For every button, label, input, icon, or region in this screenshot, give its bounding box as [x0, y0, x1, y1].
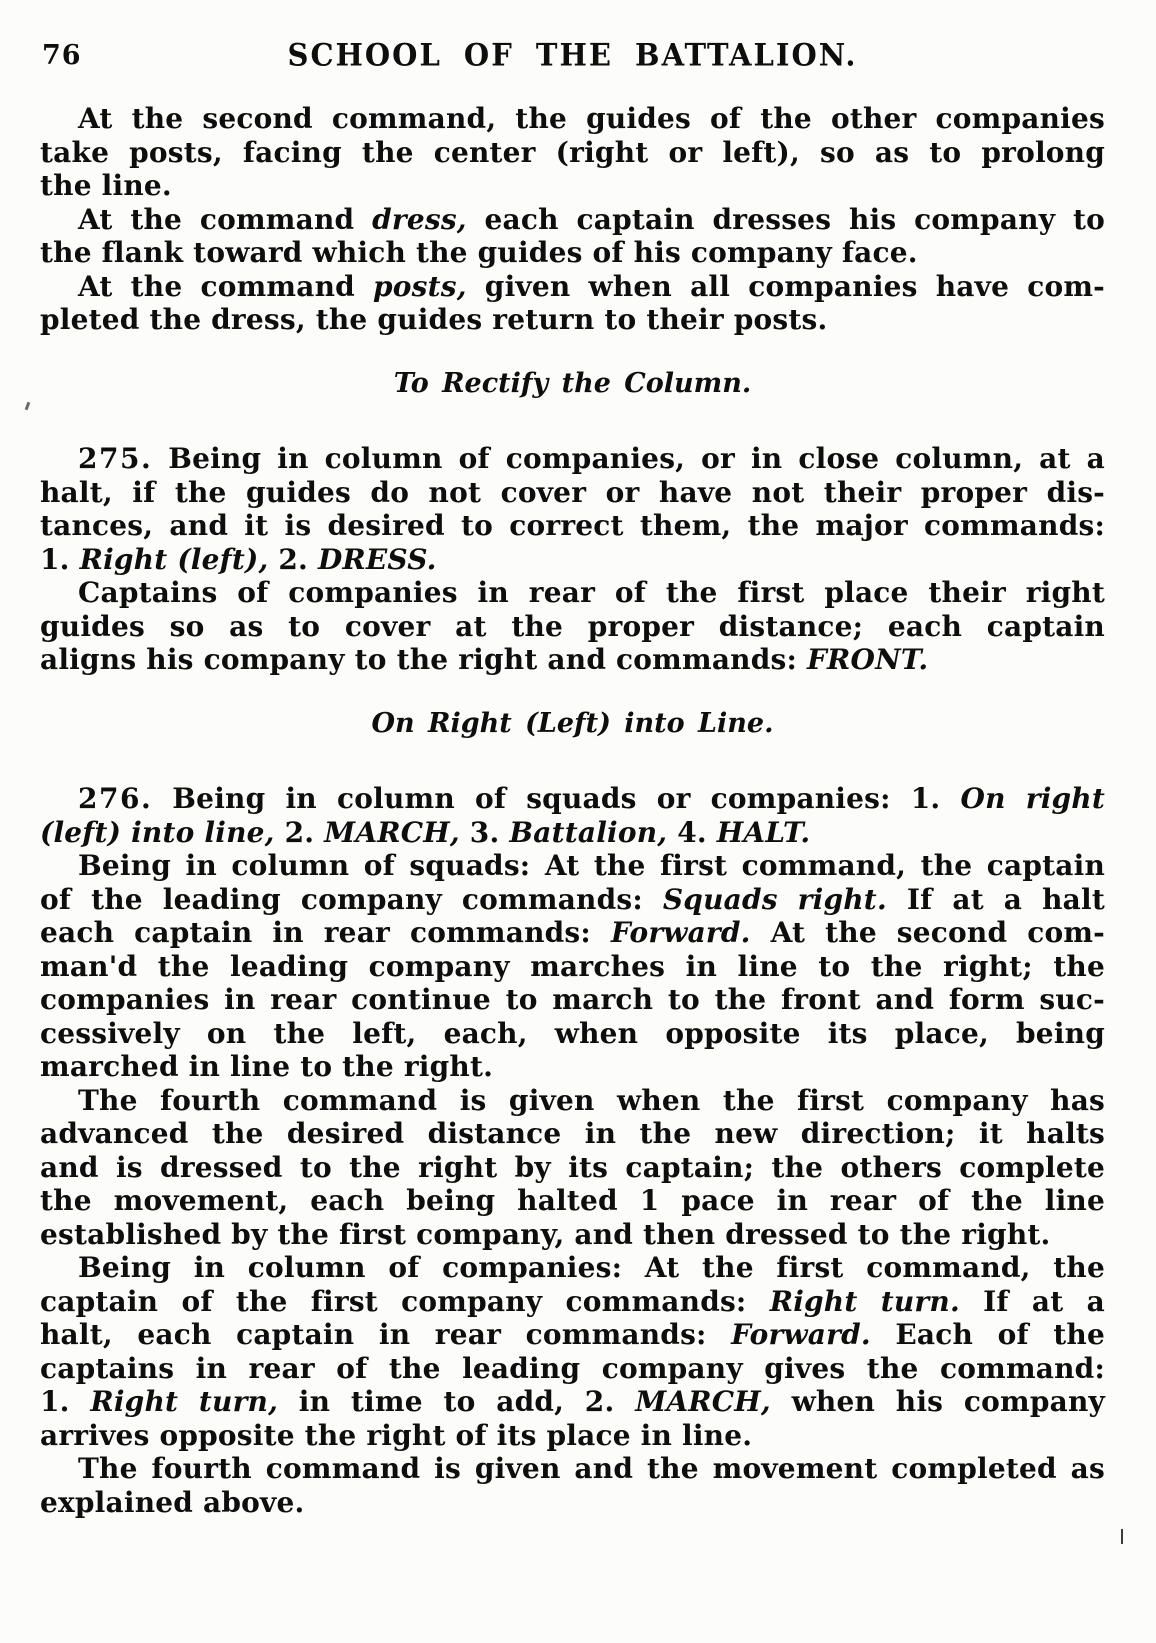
paragraph [40, 1452, 1105, 1519]
text-line [40, 916, 1105, 950]
command-text: Battalion, [509, 815, 668, 849]
text-line [40, 203, 1105, 237]
text-line [40, 236, 1105, 270]
text-line [40, 643, 1105, 677]
command-text: Right (left), [79, 542, 269, 576]
body-text: the flank toward which the guides of his company face. [40, 236, 918, 269]
body-text: Being in column of squads or companies: 1. [152, 782, 961, 815]
paragraph [40, 1084, 1105, 1252]
paragraph [40, 1251, 1105, 1452]
text-line [40, 782, 1105, 816]
text-line [40, 1084, 1105, 1118]
body-text: of the leading company commands: [40, 882, 663, 916]
text-line [40, 442, 1105, 476]
text-line [40, 1017, 1105, 1051]
paragraph [40, 782, 1105, 849]
text-line [40, 1452, 1105, 1486]
command-text: Right turn, [90, 1385, 279, 1418]
text-line [40, 849, 1105, 883]
body-text: At the command [78, 202, 373, 236]
paragraph [40, 576, 1105, 677]
command-text: FRONT. [806, 643, 929, 676]
text-line [40, 1184, 1105, 1218]
body-text: halt, if the guides do not cover or have not their proper dis- [40, 475, 1105, 509]
text-line [40, 169, 1105, 203]
text-line [40, 476, 1105, 510]
body-text: when his company [770, 1385, 1105, 1418]
command-text: DRESS. [317, 542, 437, 576]
command-text: dress, [372, 202, 467, 236]
text-line [40, 883, 1105, 917]
body-text: in time to add, 2. [278, 1385, 636, 1418]
body-text: tances, and it is desired to correct them, the major commands: [40, 509, 1105, 542]
section-heading: To Rectify the Column. [393, 367, 752, 399]
paragraph [40, 102, 1105, 203]
body-text: cessively on the left, each, when opposite its place, being [40, 1016, 1105, 1050]
paragraph [40, 203, 1105, 270]
text-line [40, 1419, 1105, 1453]
body-text: arrives opposite the right of its place in line. [40, 1418, 753, 1452]
command-text: MARCH, [635, 1385, 771, 1418]
body-text: aligns his company to the right and commands: [40, 643, 807, 676]
body-text: 1. [40, 1385, 91, 1418]
command-text: HALT. [716, 815, 811, 849]
page-number: 76 [42, 40, 82, 71]
body-text: At the second com- [750, 916, 1105, 949]
text-line [40, 1151, 1105, 1185]
command-text: MARCH, [324, 815, 460, 849]
body-text: Being in column of squads: At the first command, the captain [78, 849, 1105, 882]
command-text: Forward. [610, 916, 751, 949]
body-text: The fourth command is given and the movement completed as [78, 1452, 1105, 1485]
body-text: pleted the dress, the guides return to their posts. [40, 303, 828, 336]
body-text: captains in rear of the leading company gives the command: [40, 1351, 1105, 1385]
body-text: man'd the leading company marches in line to the right; the [40, 949, 1105, 983]
body-text: established by the first company, and then dressed to the right. [40, 1217, 1051, 1251]
page-body [40, 102, 1105, 1519]
body-text: 2. [274, 815, 325, 849]
body-text: each captain in rear commands: [40, 916, 611, 949]
text-line [40, 1486, 1105, 1520]
text-line [40, 983, 1105, 1017]
paragraph-number: 276. [78, 782, 153, 815]
body-text: and is dressed to the right by its captain; the others complete [40, 1150, 1105, 1184]
text-line [40, 303, 1105, 337]
scan-artifact-dot [25, 402, 31, 411]
text-line [40, 576, 1105, 610]
text-line [40, 270, 1105, 304]
body-text: 3. [459, 815, 510, 849]
body-text: 1. [40, 542, 80, 576]
body-text: each captain dresses his company to [466, 202, 1105, 236]
body-text: At the second command, the guides of the other companies [78, 102, 1105, 135]
scan-artifact-tick [1121, 1529, 1123, 1544]
body-text: explained above. [40, 1485, 305, 1519]
command-text: Squads right. [662, 882, 887, 916]
body-text: 4. [667, 815, 717, 849]
command-text: posts, [373, 269, 467, 303]
command-text: Forward. [731, 1318, 871, 1351]
paragraph [40, 442, 1105, 576]
body-text: the line. [40, 169, 172, 202]
text-line [40, 816, 1105, 850]
text-line [40, 102, 1105, 136]
paragraph [40, 270, 1105, 337]
body-text: advanced the desired distance in the new direction; it halts [40, 1117, 1105, 1150]
body-text: Being in column of companies: At the first command, the [78, 1251, 1105, 1284]
section-heading: On Right (Left) into Line. [371, 707, 774, 739]
command-text: Right turn. [769, 1284, 960, 1318]
body-text: If at a [959, 1284, 1105, 1318]
text-line [40, 1251, 1105, 1285]
body-text: The fourth command is given when the first company has [78, 1083, 1105, 1117]
body-text: guides so as to cover at the proper distance; each captain [40, 609, 1105, 643]
body-text: take posts, facing the center (right or left), so as to prolong [40, 135, 1105, 169]
body-text: marched in line to the right. [40, 1050, 494, 1083]
body-text: companies in rear continue to march to the front and form suc- [40, 983, 1105, 1016]
text-line [40, 509, 1105, 543]
text-line [40, 1218, 1105, 1252]
body-text: halt, each captain in rear commands: [40, 1318, 732, 1351]
text-line [40, 610, 1105, 644]
running-title: SCHOOL OF THE BATTALION. [287, 37, 858, 73]
running-head [40, 38, 1105, 76]
command-text: On right [960, 782, 1105, 815]
body-text: Captains of companies in rear of the first place their right [78, 576, 1105, 609]
body-text: given when all companies have com- [466, 269, 1105, 303]
text-line [40, 950, 1105, 984]
body-text: captain of the first company commands: [40, 1284, 770, 1318]
command-text: (left) into line, [40, 815, 275, 849]
text-line [40, 136, 1105, 170]
paragraph-number: 275. [78, 442, 153, 475]
text-line [40, 543, 1105, 577]
text-line [40, 1117, 1105, 1151]
body-text: 2. [268, 542, 318, 576]
body-text: the movement, each being halted 1 pace in rear of the line [40, 1184, 1105, 1217]
text-line [40, 1352, 1105, 1386]
paragraph [40, 849, 1105, 1084]
text-line [40, 1285, 1105, 1319]
text-line [40, 1385, 1105, 1419]
body-text: Being in column of companies, or in close column, at a [152, 442, 1105, 475]
body-text: At the command [78, 269, 374, 303]
text-line [40, 1318, 1105, 1352]
body-text: If at a halt [886, 882, 1105, 916]
text-line [40, 1050, 1105, 1084]
body-text: Each of the [870, 1318, 1105, 1351]
